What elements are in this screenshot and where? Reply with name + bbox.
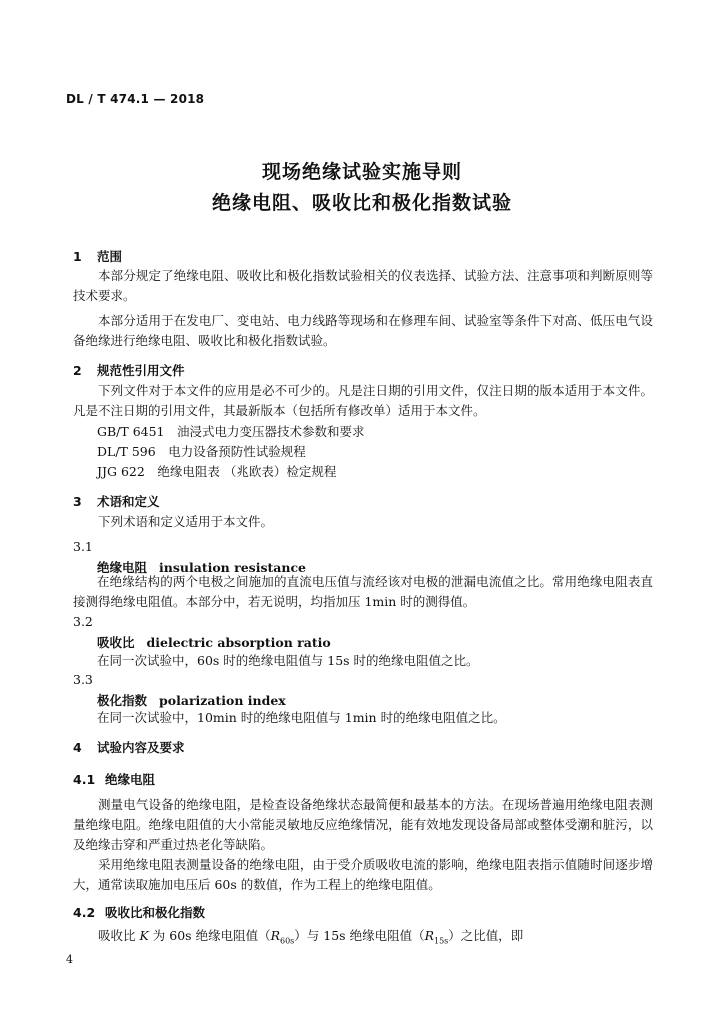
term-definition: 在绝缘结构的两个电极之间施加的直流电压值与流经该对电极的泄漏电流值之比。常用绝缘电阻表直接测得绝缘电阻值。本部分中，若无说明，均指加压 1min 时的测得值。 bbox=[73, 574, 653, 609]
text-run: ）与 15s 绝缘电阻值（ bbox=[294, 928, 425, 943]
section-title: 试验内容及要求 bbox=[97, 740, 185, 755]
section-4-1-paragraph-2: 采用绝缘电阻表测量设备的绝缘电阻，由于受介质吸收电流的影响，绝缘电阻表指示值随时间逐步增大，通常读取施加电压后 60s 的数值，作为工程上的绝缘电阻值。 bbox=[73, 857, 653, 892]
section-1-paragraph-2: 本部分适用于在发电厂、变电站、电力线路等现场和在修理车间、试验室等条件下对高、低压电气设备绝缘进行绝缘电阻、吸收比和极化指数试验。 bbox=[73, 313, 653, 348]
section-number: 1 bbox=[73, 249, 82, 264]
section-4-heading bbox=[73, 738, 185, 756]
section-title: 规范性引用文件 bbox=[97, 363, 185, 378]
term-number: 3.1 bbox=[73, 539, 93, 554]
term-number: 3.3 bbox=[73, 672, 93, 687]
term-en: polarization index bbox=[159, 693, 286, 708]
document-subtitle: 绝缘电阻、吸收比和极化指数试验 bbox=[211, 192, 512, 214]
section-number: 3 bbox=[73, 494, 82, 509]
section-number: 4 bbox=[73, 740, 82, 755]
term-heading bbox=[97, 633, 331, 651]
section-title: 绝缘电阻 bbox=[105, 772, 156, 787]
section-number: 4.2 bbox=[73, 905, 96, 920]
term-definition: 在同一次试验中，10min 时的绝缘电阻值与 1min 时的绝缘电阻值之比。 bbox=[97, 710, 506, 725]
term-en: insulation resistance bbox=[159, 560, 307, 575]
section-title: 范围 bbox=[97, 249, 123, 264]
term-en: dielectric absorption ratio bbox=[146, 635, 331, 650]
reference-item: GB/T 6451 油浸式电力变压器技术参数和要求 bbox=[97, 424, 365, 439]
section-4-2-paragraph-1 bbox=[73, 926, 653, 952]
section-title: 吸收比和极化指数 bbox=[105, 905, 206, 920]
section-number: 4.1 bbox=[73, 772, 96, 787]
section-3-paragraph-1: 下列术语和定义适用于本文件。 bbox=[98, 514, 274, 529]
term-heading bbox=[97, 691, 286, 709]
text-run: 吸收比 bbox=[98, 928, 140, 943]
text-run: ）之比值，即 bbox=[448, 928, 524, 943]
section-4-1-paragraph-1: 测量电气设备的绝缘电阻，是检查设备绝缘状态最简便和最基本的方法。在现场普遍用绝缘电阻表测量绝缘电阻。绝缘电阻值的大小常能灵敏地反应绝缘情况，能有效地发现设备局部或整体受潮和脏污，以及绝缘击穿和严重过热老化等缺陷。 bbox=[73, 797, 653, 852]
symbol-r60: R bbox=[270, 928, 280, 943]
subscript-60s: 60s bbox=[280, 936, 295, 946]
section-1-paragraph-1: 本部分规定了绝缘电阻、吸收比和极化指数试验相关的仪表选择、试验方法、注意事项和判断原则等技术要求。 bbox=[73, 268, 653, 303]
subscript-15s: 15s bbox=[434, 936, 449, 946]
term-number: 3.2 bbox=[73, 614, 93, 629]
symbol-r15: R bbox=[424, 928, 434, 943]
section-4-2-heading bbox=[73, 903, 205, 921]
term-definition: 在同一次试验中，60s 时的绝缘电阻值与 15s 时的绝缘电阻值之比。 bbox=[97, 653, 479, 668]
section-1-heading bbox=[73, 247, 122, 265]
section-4-1-heading bbox=[73, 770, 155, 788]
reference-item: JJG 622 绝缘电阻表 （兆欧表）检定规程 bbox=[97, 464, 337, 479]
text-run: 为 60s 绝缘电阻值（ bbox=[148, 928, 271, 943]
section-2-paragraph-1: 下列文件对于本文件的应用是必不可少的。凡是注日期的引用文件，仅注日期的版本适用于本文件。凡是不注日期的引用文件，其最新版本（包括所有修改单）适用于本文件。 bbox=[73, 383, 653, 418]
section-2-heading bbox=[73, 361, 185, 379]
symbol-k: K bbox=[139, 928, 149, 943]
document-title: 现场绝缘试验实施导则 bbox=[261, 161, 462, 183]
term-zh: 吸收比 bbox=[97, 635, 135, 650]
page-number: 4 bbox=[66, 953, 73, 966]
section-3-heading bbox=[73, 492, 160, 510]
standard-code: DL / T 474.1 — 2018 bbox=[66, 92, 205, 106]
section-title: 术语和定义 bbox=[97, 494, 160, 509]
term-zh: 极化指数 bbox=[97, 693, 148, 708]
reference-item: DL/T 596 电力设备预防性试验规程 bbox=[97, 444, 306, 459]
section-number: 2 bbox=[73, 363, 82, 378]
term-zh: 绝缘电阻 bbox=[97, 560, 148, 575]
